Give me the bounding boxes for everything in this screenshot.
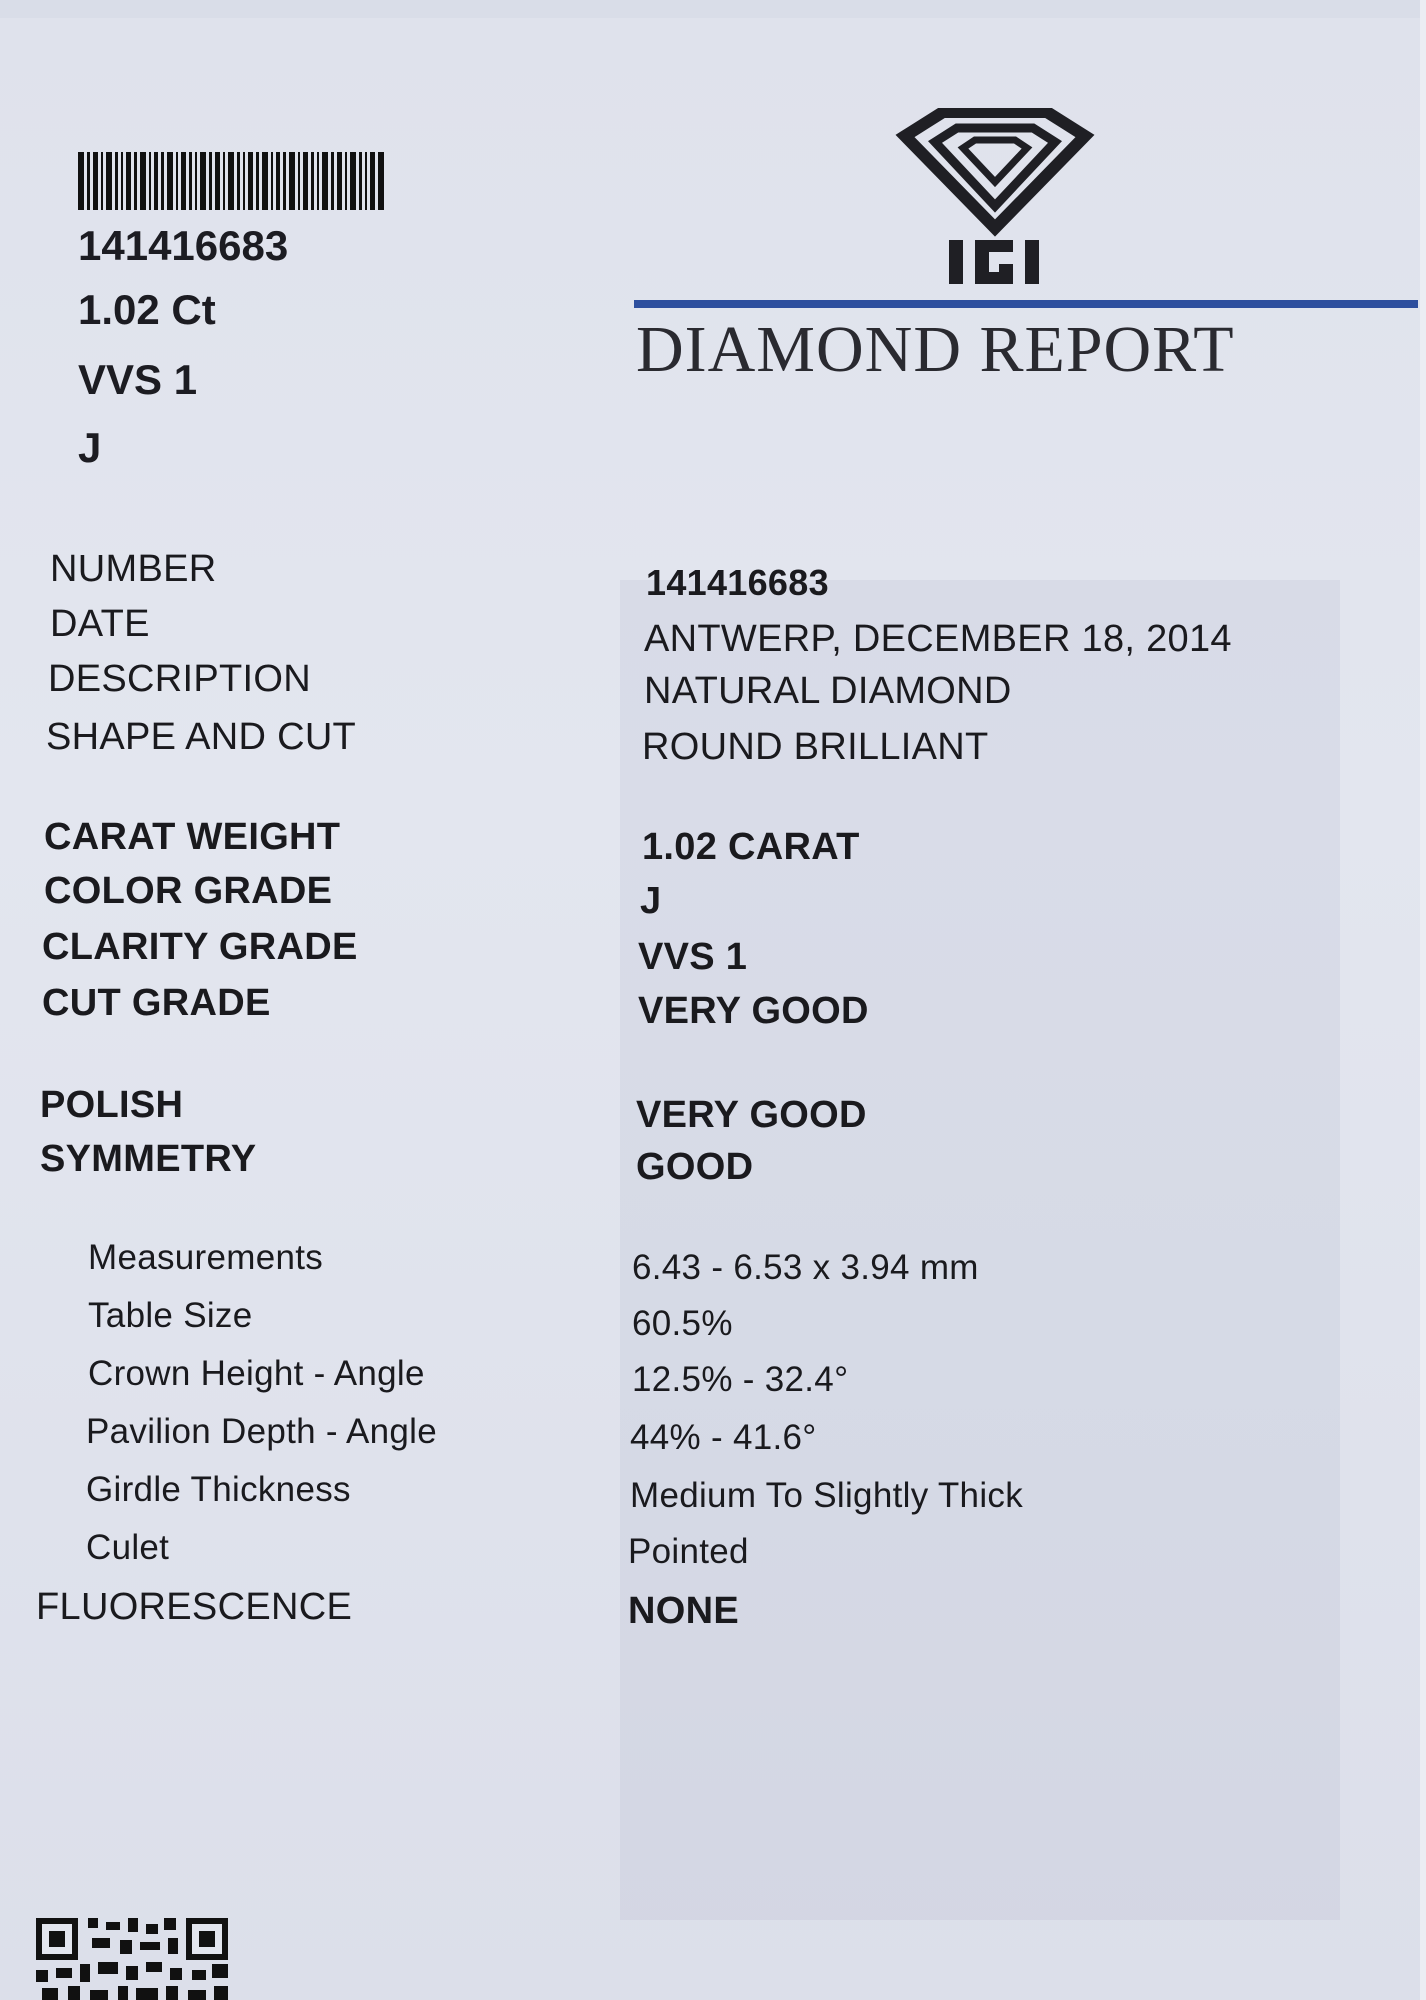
label-pavilion-depth-angle: Pavilion Depth - Angle [86,1412,437,1451]
qr-code-icon [36,1918,228,2000]
value-carat-weight: 1.02 CARAT [642,826,860,868]
label-symmetry: SYMMETRY [40,1138,257,1180]
value-girdle-thickness: Medium To Slightly Thick [630,1476,1024,1515]
label-girdle-thickness: Girdle Thickness [86,1470,351,1509]
label-cut-grade: CUT GRADE [42,982,271,1024]
value-shape-and-cut: ROUND BRILLIANT [642,726,989,768]
value-color-grade: J [640,880,662,922]
summary-carat: 1.02 Ct [78,286,216,333]
label-culet: Culet [86,1528,170,1567]
value-table-size: 60.5% [632,1304,733,1343]
label-measurements: Measurements [88,1238,324,1277]
label-fluorescence: FLUORESCENCE [36,1586,353,1628]
value-cut-grade: VERY GOOD [638,990,869,1032]
igi-logo-icon [895,108,1095,288]
value-symmetry: GOOD [636,1146,754,1188]
label-clarity-grade: CLARITY GRADE [42,926,358,968]
value-fluorescence: NONE [628,1590,739,1632]
value-culet: Pointed [628,1532,749,1571]
label-shape-and-cut: SHAPE AND CUT [46,716,357,758]
value-pavilion-depth-angle: 44% - 41.6° [630,1418,817,1457]
label-description: DESCRIPTION [48,658,311,700]
label-date: DATE [50,603,150,645]
paper-edge [1420,0,1426,2000]
label-color-grade: COLOR GRADE [44,870,333,912]
value-polish: VERY GOOD [636,1094,867,1136]
summary-clarity: VVS 1 [78,356,198,403]
value-description: NATURAL DIAMOND [644,670,1012,712]
label-crown-height-angle: Crown Height - Angle [88,1354,425,1393]
title-rule [634,300,1418,308]
label-carat-weight: CARAT WEIGHT [44,816,341,858]
value-clarity-grade: VVS 1 [638,936,748,978]
summary-color: J [78,424,102,471]
summary-report-number: 141416683 [78,222,289,269]
value-crown-height-angle: 12.5% - 32.4° [632,1360,849,1399]
value-date: ANTWERP, DECEMBER 18, 2014 [644,618,1232,660]
value-number: 141416683 [646,562,829,603]
value-measurements: 6.43 - 6.53 x 3.94 mm [632,1248,979,1287]
label-table-size: Table Size [88,1296,253,1335]
label-number: NUMBER [50,548,217,590]
label-polish: POLISH [40,1084,184,1126]
report-title: DIAMOND REPORT [636,313,1235,386]
barcode-icon [78,152,384,210]
